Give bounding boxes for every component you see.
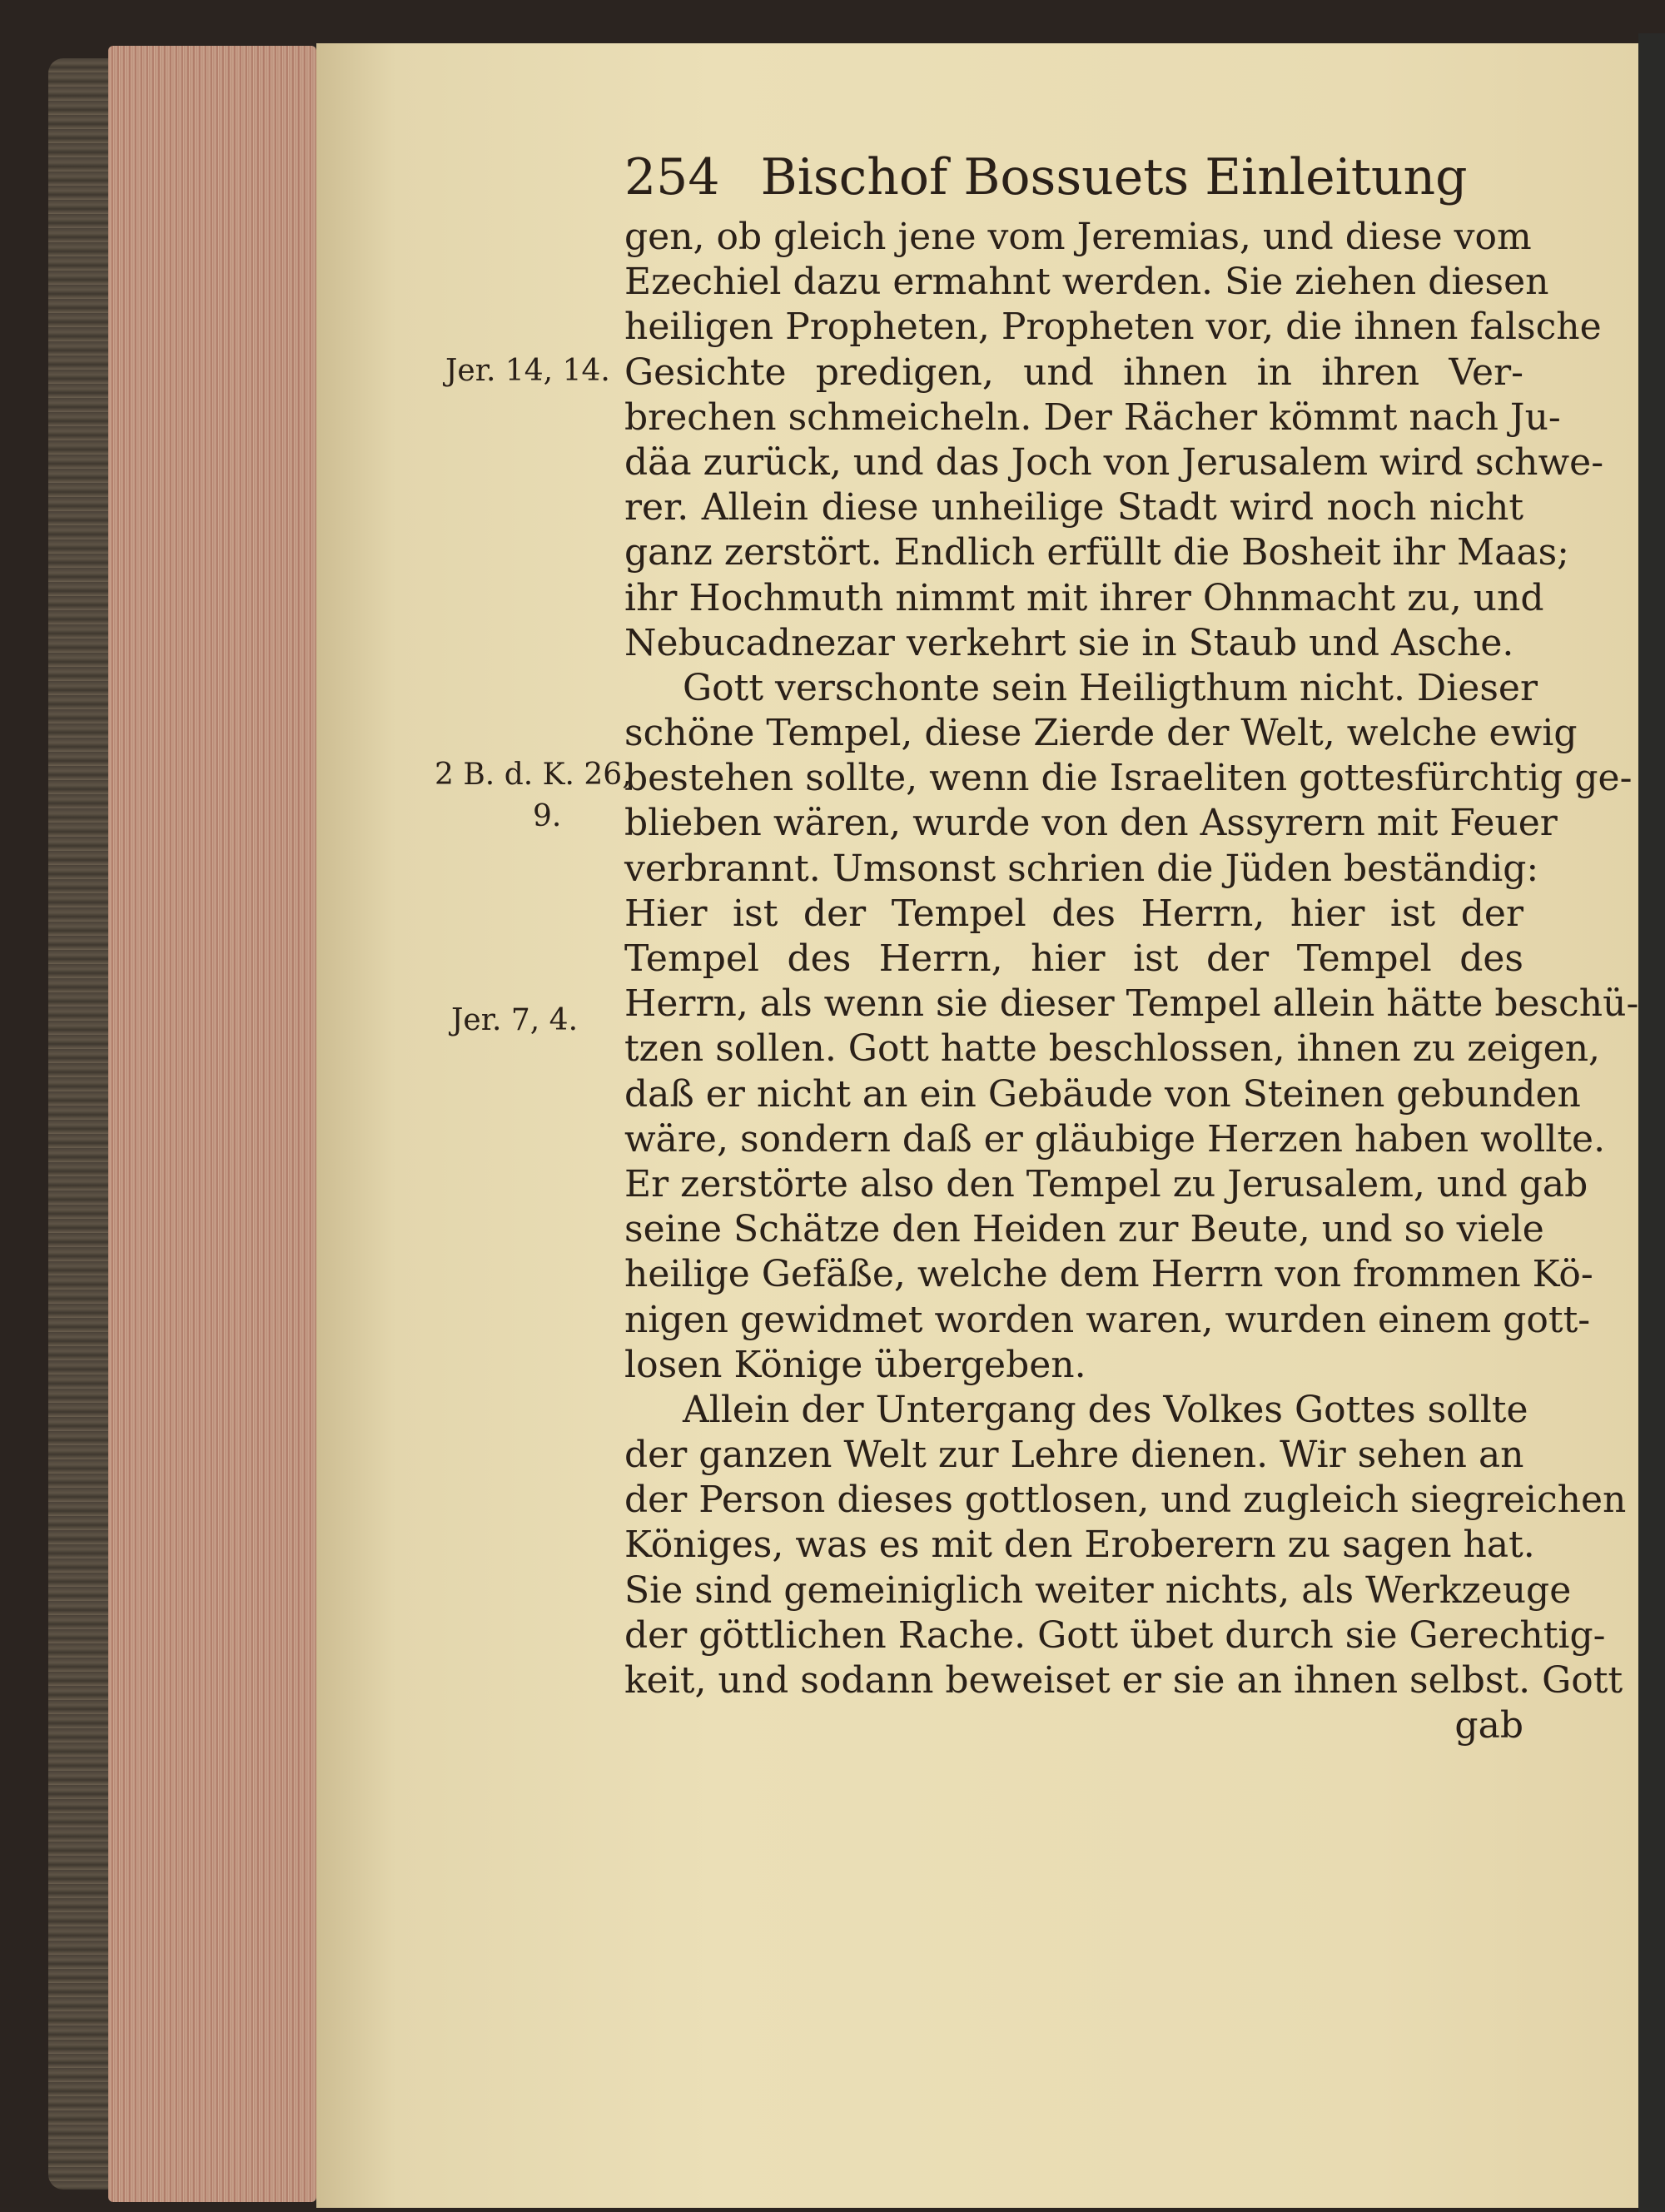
text-line: Tempel des Herrn, hier ist der Tempel des <box>624 937 1523 980</box>
text-line: der göttlichen Rache. Gott übet durch sie Gerechtig- <box>624 1613 1606 1657</box>
text-line: Hier ist der Tempel des Herrn, hier ist der <box>624 892 1523 935</box>
running-title: Bischof Bossuets Einleitung <box>760 148 1468 206</box>
text-line: Herrn, als wenn sie dieser Tempel allein hätte beschü- <box>624 982 1639 1026</box>
margin-note: Jer. 14, 14. <box>445 354 610 388</box>
text-line: der ganzen Welt zur Lehre dienen. Wir sehen an <box>624 1434 1524 1477</box>
text-line: seine Schätze den Heiden zur Beute, und so viele <box>624 1208 1544 1251</box>
text-line: blieben wären, wurde von den Assyrern mit Feuer <box>624 802 1558 845</box>
text-line: bestehen sollte, wenn die Israeliten gottesfürchtig ge- <box>624 757 1633 800</box>
text-line: Er zerstörte also den Tempel zu Jerusalem, und gab <box>624 1162 1588 1205</box>
text-line: heilige Gefäße, welche dem Herrn von frommen Kö- <box>624 1253 1593 1296</box>
text-line: tzen sollen. Gott hatte beschlossen, ihnen zu zeigen, <box>624 1027 1601 1071</box>
catchword: gab <box>1454 1704 1523 1747</box>
text-line: rer. Allein diese unheilige Stadt wird noch nicht <box>624 486 1523 529</box>
page-edges <box>108 46 316 2202</box>
text-line: keit, und sodann beweiset er sie an ihnen selbst. Gott <box>624 1659 1623 1702</box>
text-line: gen, ob gleich jene vom Jeremias, und diese vom <box>624 216 1532 258</box>
text-line: Gott verschonte sein Heiligthum nicht. Dieser <box>683 666 1538 709</box>
facing-page-edge <box>1638 33 1665 2212</box>
text-line: der Person dieses gottlosen, und zugleich siegreichen <box>624 1479 1627 1522</box>
text-line: Nebucadnezar verkehrt sie in Staub und Asche. <box>624 621 1514 664</box>
margin-note: 9. <box>533 799 562 833</box>
text-line: Allein der Untergang des Volkes Gottes sollte <box>683 1388 1528 1431</box>
text-line: schöne Tempel, diese Zierde der Welt, welche ewig <box>624 712 1578 755</box>
margin-note: 2 B. d. K. 26, <box>435 758 632 792</box>
text-line: Ezechiel dazu ermahnt werden. Sie ziehen diesen <box>624 261 1549 304</box>
text-line: Gesichte predigen, und ihnen in ihren Ver- <box>624 350 1523 394</box>
margin-note: Jer. 7, 4. <box>451 1003 579 1037</box>
text-line: verbrannt. Umsonst schrien die Jüden beständig: <box>624 847 1539 890</box>
page-number: 254 <box>624 148 720 206</box>
text-line: losen Könige übergeben. <box>624 1343 1086 1386</box>
text-line: däa zurück, und das Joch von Jerusalem wird schwe- <box>624 440 1604 484</box>
text-line: brechen schmeicheln. Der Rächer kömmt nach Ju- <box>624 395 1561 439</box>
text-line: ihr Hochmuth nimmt mit ihrer Ohnmacht zu, und <box>624 576 1544 619</box>
text-line: nigen gewidmet worden waren, wurden einem gott- <box>624 1298 1591 1341</box>
text-line: heiligen Propheten, Propheten vor, die ihnen falsche <box>624 306 1602 349</box>
body-text <box>624 215 1639 1748</box>
text-line: Königes, was es mit den Eroberern zu sagen hat. <box>624 1524 1535 1567</box>
text-line: ganz zerstört. Endlich erfüllt die Bosheit ihr Maas; <box>624 531 1569 574</box>
text-line: Sie sind gemeiniglich weiter nichts, als Werkzeuge <box>624 1568 1572 1612</box>
text-line: daß er nicht an ein Gebäude von Steinen gebunden <box>624 1072 1581 1116</box>
text-line: wäre, sondern daß er gläubige Herzen haben wollte. <box>624 1117 1606 1161</box>
page-header <box>624 148 1468 223</box>
